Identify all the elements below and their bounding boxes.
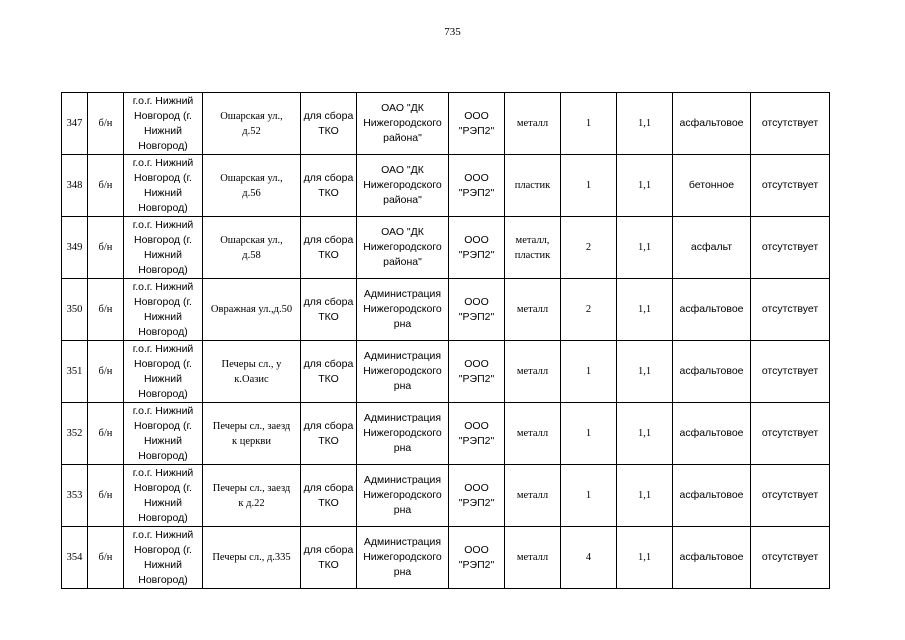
container-count-cell: 1 xyxy=(561,403,617,465)
registry-table xyxy=(61,92,830,589)
locality-cell: г.о.г. Нижний Новгород (г. Нижний Новгород) xyxy=(124,465,203,527)
row-number-cell: 354 xyxy=(62,527,88,589)
container-count-cell: 1 xyxy=(561,341,617,403)
table-body xyxy=(62,93,830,589)
registry-id-cell: б/н xyxy=(88,217,124,279)
address-cell: Печеры сл., д.335 xyxy=(203,527,301,589)
fence-cell: отсутствует xyxy=(751,279,830,341)
registry-id-cell: б/н xyxy=(88,279,124,341)
purpose-cell: для сбора ТКО xyxy=(301,217,357,279)
surface-cell: асфальтовое xyxy=(673,403,751,465)
operator-cell: ООО "РЭП2" xyxy=(449,217,505,279)
address-cell: Печеры сл., у к.Оазис xyxy=(203,341,301,403)
operator-cell: ООО "РЭП2" xyxy=(449,527,505,589)
row-number-cell: 347 xyxy=(62,93,88,155)
address-cell: Овражная ул.,д.50 xyxy=(203,279,301,341)
row-number-cell: 348 xyxy=(62,155,88,217)
operator-cell: ООО "РЭП2" xyxy=(449,93,505,155)
container-count-cell: 1 xyxy=(561,155,617,217)
locality-cell: г.о.г. Нижний Новгород (г. Нижний Новгород) xyxy=(124,403,203,465)
registry-id-cell: б/н xyxy=(88,155,124,217)
row-number-cell: 349 xyxy=(62,217,88,279)
locality-cell: г.о.г. Нижний Новгород (г. Нижний Новгород) xyxy=(124,93,203,155)
table-row xyxy=(62,465,830,527)
material-cell: металл xyxy=(505,465,561,527)
table-row xyxy=(62,93,830,155)
volume-cell: 1,1 xyxy=(617,465,673,527)
purpose-cell: для сбора ТКО xyxy=(301,341,357,403)
fence-cell: отсутствует xyxy=(751,465,830,527)
surface-cell: асфальт xyxy=(673,217,751,279)
address-cell: Ошарская ул., д.52 xyxy=(203,93,301,155)
row-number-cell: 353 xyxy=(62,465,88,527)
surface-cell: асфальтовое xyxy=(673,465,751,527)
fence-cell: отсутствует xyxy=(751,217,830,279)
operator-cell: ООО "РЭП2" xyxy=(449,403,505,465)
locality-cell: г.о.г. Нижний Новгород (г. Нижний Новгород) xyxy=(124,341,203,403)
material-cell: металл, пластик xyxy=(505,217,561,279)
purpose-cell: для сбора ТКО xyxy=(301,279,357,341)
registry-id-cell: б/н xyxy=(88,341,124,403)
container-count-cell: 4 xyxy=(561,527,617,589)
address-cell: Печеры сл., заезд к церкви xyxy=(203,403,301,465)
row-number-cell: 351 xyxy=(62,341,88,403)
table-row xyxy=(62,155,830,217)
operator-cell: ООО "РЭП2" xyxy=(449,279,505,341)
surface-cell: асфальтовое xyxy=(673,93,751,155)
registry-id-cell: б/н xyxy=(88,403,124,465)
locality-cell: г.о.г. Нижний Новгород (г. Нижний Новгород) xyxy=(124,279,203,341)
fence-cell: отсутствует xyxy=(751,93,830,155)
purpose-cell: для сбора ТКО xyxy=(301,527,357,589)
material-cell: металл xyxy=(505,93,561,155)
registry-id-cell: б/н xyxy=(88,527,124,589)
volume-cell: 1,1 xyxy=(617,93,673,155)
table-row xyxy=(62,279,830,341)
page-number: 735 xyxy=(444,26,461,38)
volume-cell: 1,1 xyxy=(617,527,673,589)
table-row xyxy=(62,527,830,589)
registry-id-cell: б/н xyxy=(88,465,124,527)
fence-cell: отсутствует xyxy=(751,341,830,403)
container-count-cell: 1 xyxy=(561,93,617,155)
container-count-cell: 1 xyxy=(561,465,617,527)
volume-cell: 1,1 xyxy=(617,155,673,217)
operator-cell: ООО "РЭП2" xyxy=(449,155,505,217)
owner-cell: ОАО "ДК Нижегородского района" xyxy=(357,155,449,217)
purpose-cell: для сбора ТКО xyxy=(301,403,357,465)
container-count-cell: 2 xyxy=(561,217,617,279)
address-cell: Ошарская ул., д.56 xyxy=(203,155,301,217)
operator-cell: ООО "РЭП2" xyxy=(449,465,505,527)
owner-cell: ОАО "ДК Нижегородского района" xyxy=(357,217,449,279)
volume-cell: 1,1 xyxy=(617,217,673,279)
surface-cell: асфальтовое xyxy=(673,527,751,589)
owner-cell: Администрация Нижегородского рна xyxy=(357,279,449,341)
locality-cell: г.о.г. Нижний Новгород (г. Нижний Новгород) xyxy=(124,155,203,217)
fence-cell: отсутствует xyxy=(751,527,830,589)
fence-cell: отсутствует xyxy=(751,403,830,465)
operator-cell: ООО "РЭП2" xyxy=(449,341,505,403)
surface-cell: асфальтовое xyxy=(673,341,751,403)
surface-cell: бетонное xyxy=(673,155,751,217)
owner-cell: Администрация Нижегородского рна xyxy=(357,403,449,465)
material-cell: металл xyxy=(505,279,561,341)
surface-cell: асфальтовое xyxy=(673,279,751,341)
owner-cell: Администрация Нижегородского рна xyxy=(357,341,449,403)
owner-cell: Администрация Нижегородского рна xyxy=(357,465,449,527)
material-cell: пластик xyxy=(505,155,561,217)
volume-cell: 1,1 xyxy=(617,341,673,403)
purpose-cell: для сбора ТКО xyxy=(301,93,357,155)
address-cell: Печеры сл., заезд к д.22 xyxy=(203,465,301,527)
purpose-cell: для сбора ТКО xyxy=(301,155,357,217)
purpose-cell: для сбора ТКО xyxy=(301,465,357,527)
locality-cell: г.о.г. Нижний Новгород (г. Нижний Новгород) xyxy=(124,217,203,279)
table-row xyxy=(62,403,830,465)
row-number-cell: 350 xyxy=(62,279,88,341)
owner-cell: ОАО "ДК Нижегородского района" xyxy=(357,93,449,155)
row-number-cell: 352 xyxy=(62,403,88,465)
table-row xyxy=(62,341,830,403)
registry-id-cell: б/н xyxy=(88,93,124,155)
container-count-cell: 2 xyxy=(561,279,617,341)
fence-cell: отсутствует xyxy=(751,155,830,217)
table-row xyxy=(62,217,830,279)
volume-cell: 1,1 xyxy=(617,279,673,341)
material-cell: металл xyxy=(505,527,561,589)
locality-cell: г.о.г. Нижний Новгород (г. Нижний Новгород) xyxy=(124,527,203,589)
owner-cell: Администрация Нижегородского рна xyxy=(357,527,449,589)
material-cell: металл xyxy=(505,403,561,465)
volume-cell: 1,1 xyxy=(617,403,673,465)
address-cell: Ошарская ул., д.58 xyxy=(203,217,301,279)
material-cell: металл xyxy=(505,341,561,403)
